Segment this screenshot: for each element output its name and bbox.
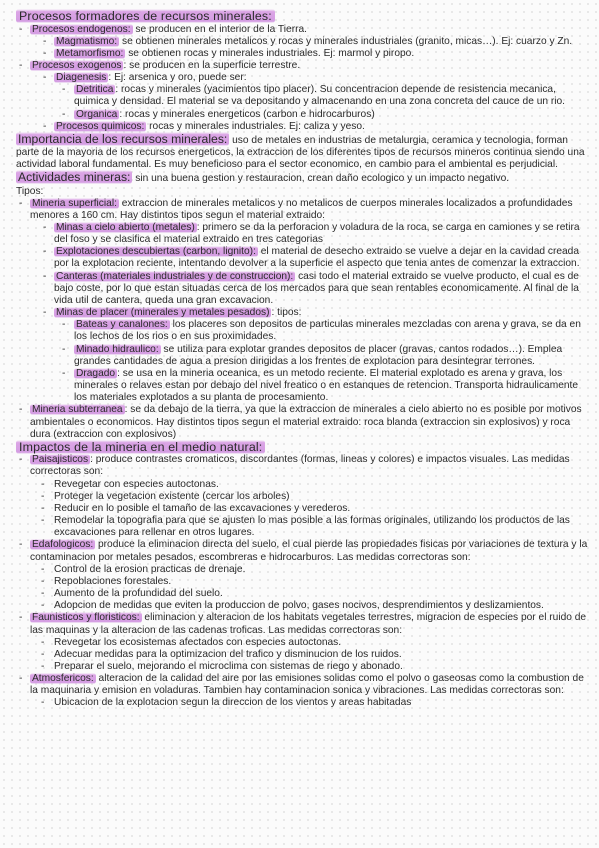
list-item-pais-2: - Reducir en lo posible el tamaño de las excavaciones y verederos. xyxy=(16,503,592,515)
list-item-exogenos: - Procesos exogenos : se producen en la superficie terrestre. xyxy=(16,60,592,72)
tipos-label: Tipos: xyxy=(16,185,44,197)
list-item-organica: - Organica : rocas y minerales energeticos (carbon e hidrocarburos) xyxy=(16,109,592,121)
list-item-edafologicos: - Edafologicos: produce la eliminacion directa del suelo, el cual pierde las propiedades fisicas por variaciones de textura y la contaminacion por metales pesados, escombreras e hidrocarburos. Las medidas correctoras son: xyxy=(16,539,592,563)
list-item-bateas: - Bateas y canalones: los placeres son depositos de particulas minerales mezcladas con arena y grava, se da en los lechos de los rios o en sus proximidades. xyxy=(16,319,592,343)
list-item-detritica: - Detritica : rocas y minerales (yacimientos tipo placer). Su concentracion depende de resistencia mecanica, quimica y densidad. El material se va depositando y almacenando en una zona concreta del cauce de un rio. xyxy=(16,84,592,108)
document xyxy=(16,10,592,710)
list-item-diagenesis: - Diagenesis : Ej: arsenica y oro, puede ser: xyxy=(16,72,592,84)
list-item-pais-3: - Remodelar la topografia para que se ajusten lo mas posible a las formas originales, utilizando los productos de las excavaciones para rellenar en otros lugares. xyxy=(16,515,592,539)
list-item-cielo-abierto: - Minas a cielo abierto (metales) : primero se da la perforacion y voladura de la roca, se carga en camiones y se retira del foso y se clasifica el material extraido en tres categorias xyxy=(16,222,592,246)
procesos-list xyxy=(16,24,592,133)
impactos-list xyxy=(16,454,592,709)
list-item-minado-hidraulico: - Minado hidraulico: se utiliza para explotar grandes depositos de placer (gravas, cantos rodados…). Emplea grandes cantidades de agua a presion dirigidas a los frentes de explotacion para desintegrar terrones. xyxy=(16,344,592,368)
list-item-eda-2: - Aumento de la profundidad del suelo. xyxy=(16,588,592,600)
list-item-faunisticos: - Faunisticos y floristicos: eliminacion y alteracion de los habitats vegetales terrestres, migracion de especies por el ruido de las maquinas y la alteracion de las cadenas troficas. Las medidas correctoras son: xyxy=(16,612,592,636)
mineria-list xyxy=(16,198,592,441)
list-item-eda-3: - Adopcion de medidas que eviten la produccion de polvo, gases nocivos, desprendimientos y deslizamientos. xyxy=(16,600,592,612)
heading-procesos-formadores: Procesos formadores de recursos minerales: xyxy=(16,10,592,24)
list-item-fau-0: - Revegetar los ecosistemas afectados con especies autoctonas. xyxy=(16,637,592,649)
list-item-dragado: - Dragado : se usa en la mineria oceanica, es un metodo reciente. El material explotado es arena y grava, los minerales o relaves estan por debajo del nivel freatico o en estanques de retencion. Transporta hidraulicamente los materiales explotados a su planta de procesamiento. xyxy=(16,368,592,404)
list-item-canteras: - Canteras (materiales industriales y de construccion): casi todo el material extraido se vuelve producto, el cual es de bajo coste, por lo que estan situadas cerca de los mercados para que sean rentables economicamente. Al final de la vida util de cantera, queda una gran excavacion. xyxy=(16,271,592,307)
list-item-eda-1: - Repoblaciones forestales. xyxy=(16,576,592,588)
paragraph-importancia: Importancia de los recursos minerales: uso de metales en industrias de metalurgia, ceramica y tecnologia, forman parte de la mayoria de los recursos energeticos, la extraccion de los diferentes tipos de recursos mineros continua siendo una actividad laboral fundamental. Es muy beneficioso para el sector economico, en cambio para el ambiental es perjudicial. xyxy=(16,131,585,171)
list-item-explotaciones: - Explotaciones descubiertas (carbon, lignito): el material de desecho extraido se vuelve a dejar en la cavidad creada por la explotacion reciente, intentando devolver a la superficie el aspecto que tenia antes de comenzar la extraccion. xyxy=(16,246,592,270)
list-item-minas-placer: - Minas de placer (minerales y metales pesados) : tipos: xyxy=(16,307,592,319)
list-item-quimicos: - Procesos quimicos: rocas y minerales industriales. Ej: caliza y yeso. xyxy=(16,121,592,133)
list-item-paisajisticos: - Paisajisticos : produce contrastes cromaticos, discordantes (formas, lineas y colores) e impactos visuales. Las medidas correctoras son: xyxy=(16,454,592,478)
list-item-fau-1: - Adecuar medidas para la optimizacion del trafico y disminucion de los ruidos. xyxy=(16,649,592,661)
list-item-pais-1: - Proteger la vegetacion existente (cercar los arboles) xyxy=(16,491,592,503)
list-item-fau-2: - Preparar el suelo, mejorando el microclima con sistemas de riego y abonado. xyxy=(16,661,592,673)
list-item-eda-0: - Control de la erosion practicas de drenaje. xyxy=(16,564,592,576)
list-item-endogenos: - Procesos endogenos: se producen en el interior de la Tierra. xyxy=(16,24,592,36)
list-item-subterranea: - Mineria subterranea : se da debajo de la tierra, ya que la extraccion de minerales a cielo abierto no es posible por motivos ambientales o economicos. Hay distintos tipos segun el material extraido: roca blanda (extraccion sin explosivos) y roca dura (extraccion con explosivos) xyxy=(16,404,592,440)
list-item-superficial: - Mineria superficial: extraccion de minerales metalicos y no metalicos de cuerpos minerales localizados a profundidades menores a 160 cm. Hay distintos tipos segun el material extraido: xyxy=(16,198,592,222)
list-item-pais-0: - Revegetar con especies autoctonas. xyxy=(16,479,592,491)
paragraph-actividades: Actividades mineras: sin una buena gestion y restauracion, crean daño ecologico y un impacto negativo. xyxy=(18,170,510,185)
list-item-magmatismo: - Magmatismo: se obtienen minerales metalicos y rocas y minerales industriales (granito, micas…). Ej: cuarzo y Zn. xyxy=(16,36,592,48)
heading-impactos: Impactos de la mineria en el medio natural: xyxy=(16,441,592,455)
list-item-atmosfericos: - Atmosfericos: alteracion de la calidad del aire por las emisiones solidas como el polvo o gaseosas como la combustion de la maquinaria y emision en voladuras. Tambien hay contaminacion sonica y vibraciones. Las medidas correctoras son: xyxy=(16,673,592,697)
list-item-metamorfismo: - Metamorfismo: se obtienen rocas y minerales industriales. Ej: marmol y piropo. xyxy=(16,48,592,60)
list-item-atm-0: - Ubicacion de la explotacion segun la direccion de los vientos y areas habitadas xyxy=(16,697,592,709)
